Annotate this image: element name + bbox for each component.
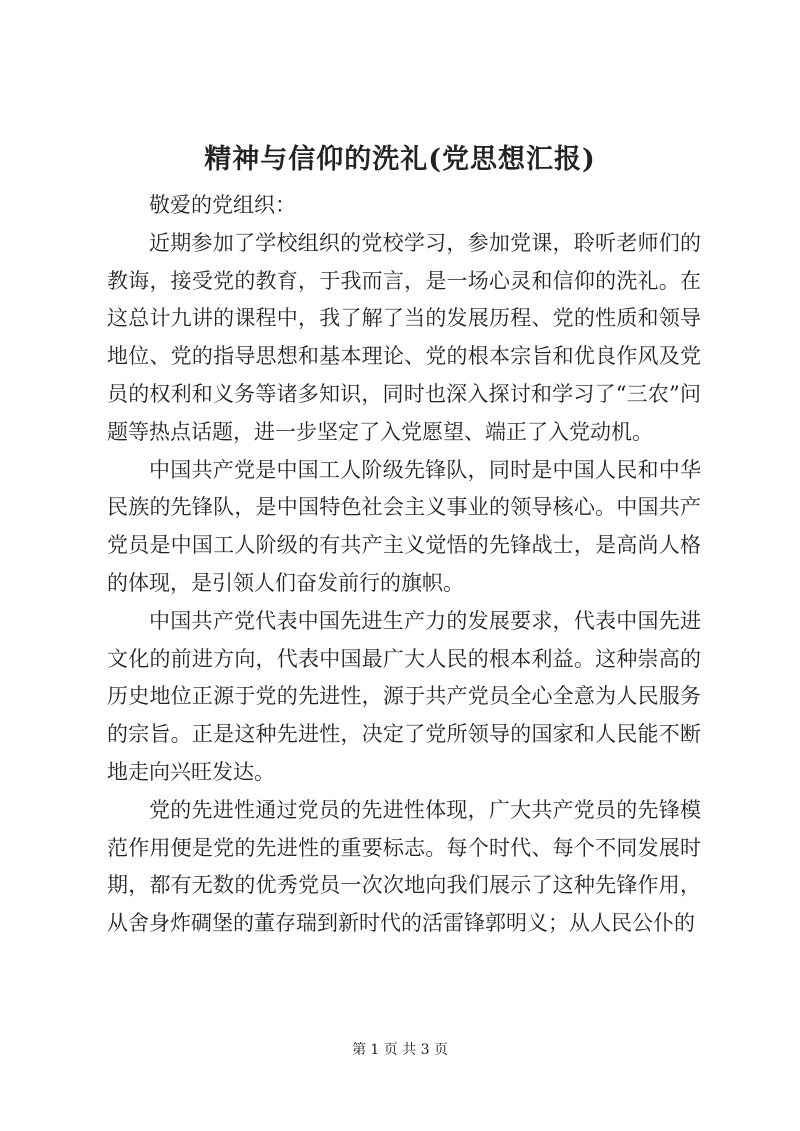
- page-number-footer: 第 1 页 共 3 页: [351, 1042, 449, 1058]
- document-title: 精神与信仰的洗礼(党思想汇报): [204, 144, 596, 175]
- paragraph: 中国共产党是中国工人阶级先锋队，同时是中国人民和中华民族的先锋队，是中国特色社会主义事业的领导核心。中国共产党员是中国工人阶级的有共产主义觉悟的先锋战士，是高尚人格的体现，是引领人们奋发前行的旗帜。: [107, 457, 701, 595]
- document-body: [107, 187, 701, 943]
- paragraph: 党的先进性通过党员的先进性体现，广大共产党员的先锋模范作用便是党的先进性的重要标志。每个时代、每个不同发展时期，都有无数的优秀党员一次次地向我们展示了这种先锋作用，从舍身炸碉堡的董存瑞到新时代的活雷锋郭明义；从人民公仆的: [107, 797, 701, 936]
- greeting: 敬爱的党组织：: [149, 193, 296, 217]
- paragraph: 中国共产党代表中国先进生产力的发展要求，代表中国先进文化的前进方向，代表中国最广大人民的根本利益。这种崇高的历史地位正源于党的先进性，源于共产党员全心全意为人民服务的宗旨。正是这种先进性，决定了党所领导的国家和人民能不断地走向兴旺发达。: [107, 608, 701, 784]
- paragraph: 近期参加了学校组织的党校学习，参加党课，聆听老师们的教诲，接受党的教育，于我而言，是一场心灵和信仰的洗礼。在这总计九讲的课程中，我了解了当的发展历程、党的性质和领导地位、党的指导思想和基本理论、党的根本宗旨和优良作风及党员的权利和义务等诸多知识，同时也深入探讨和学习了“三农”问题等热点话题，进一步坚定了入党愿望、端正了入党动机。: [107, 230, 701, 444]
